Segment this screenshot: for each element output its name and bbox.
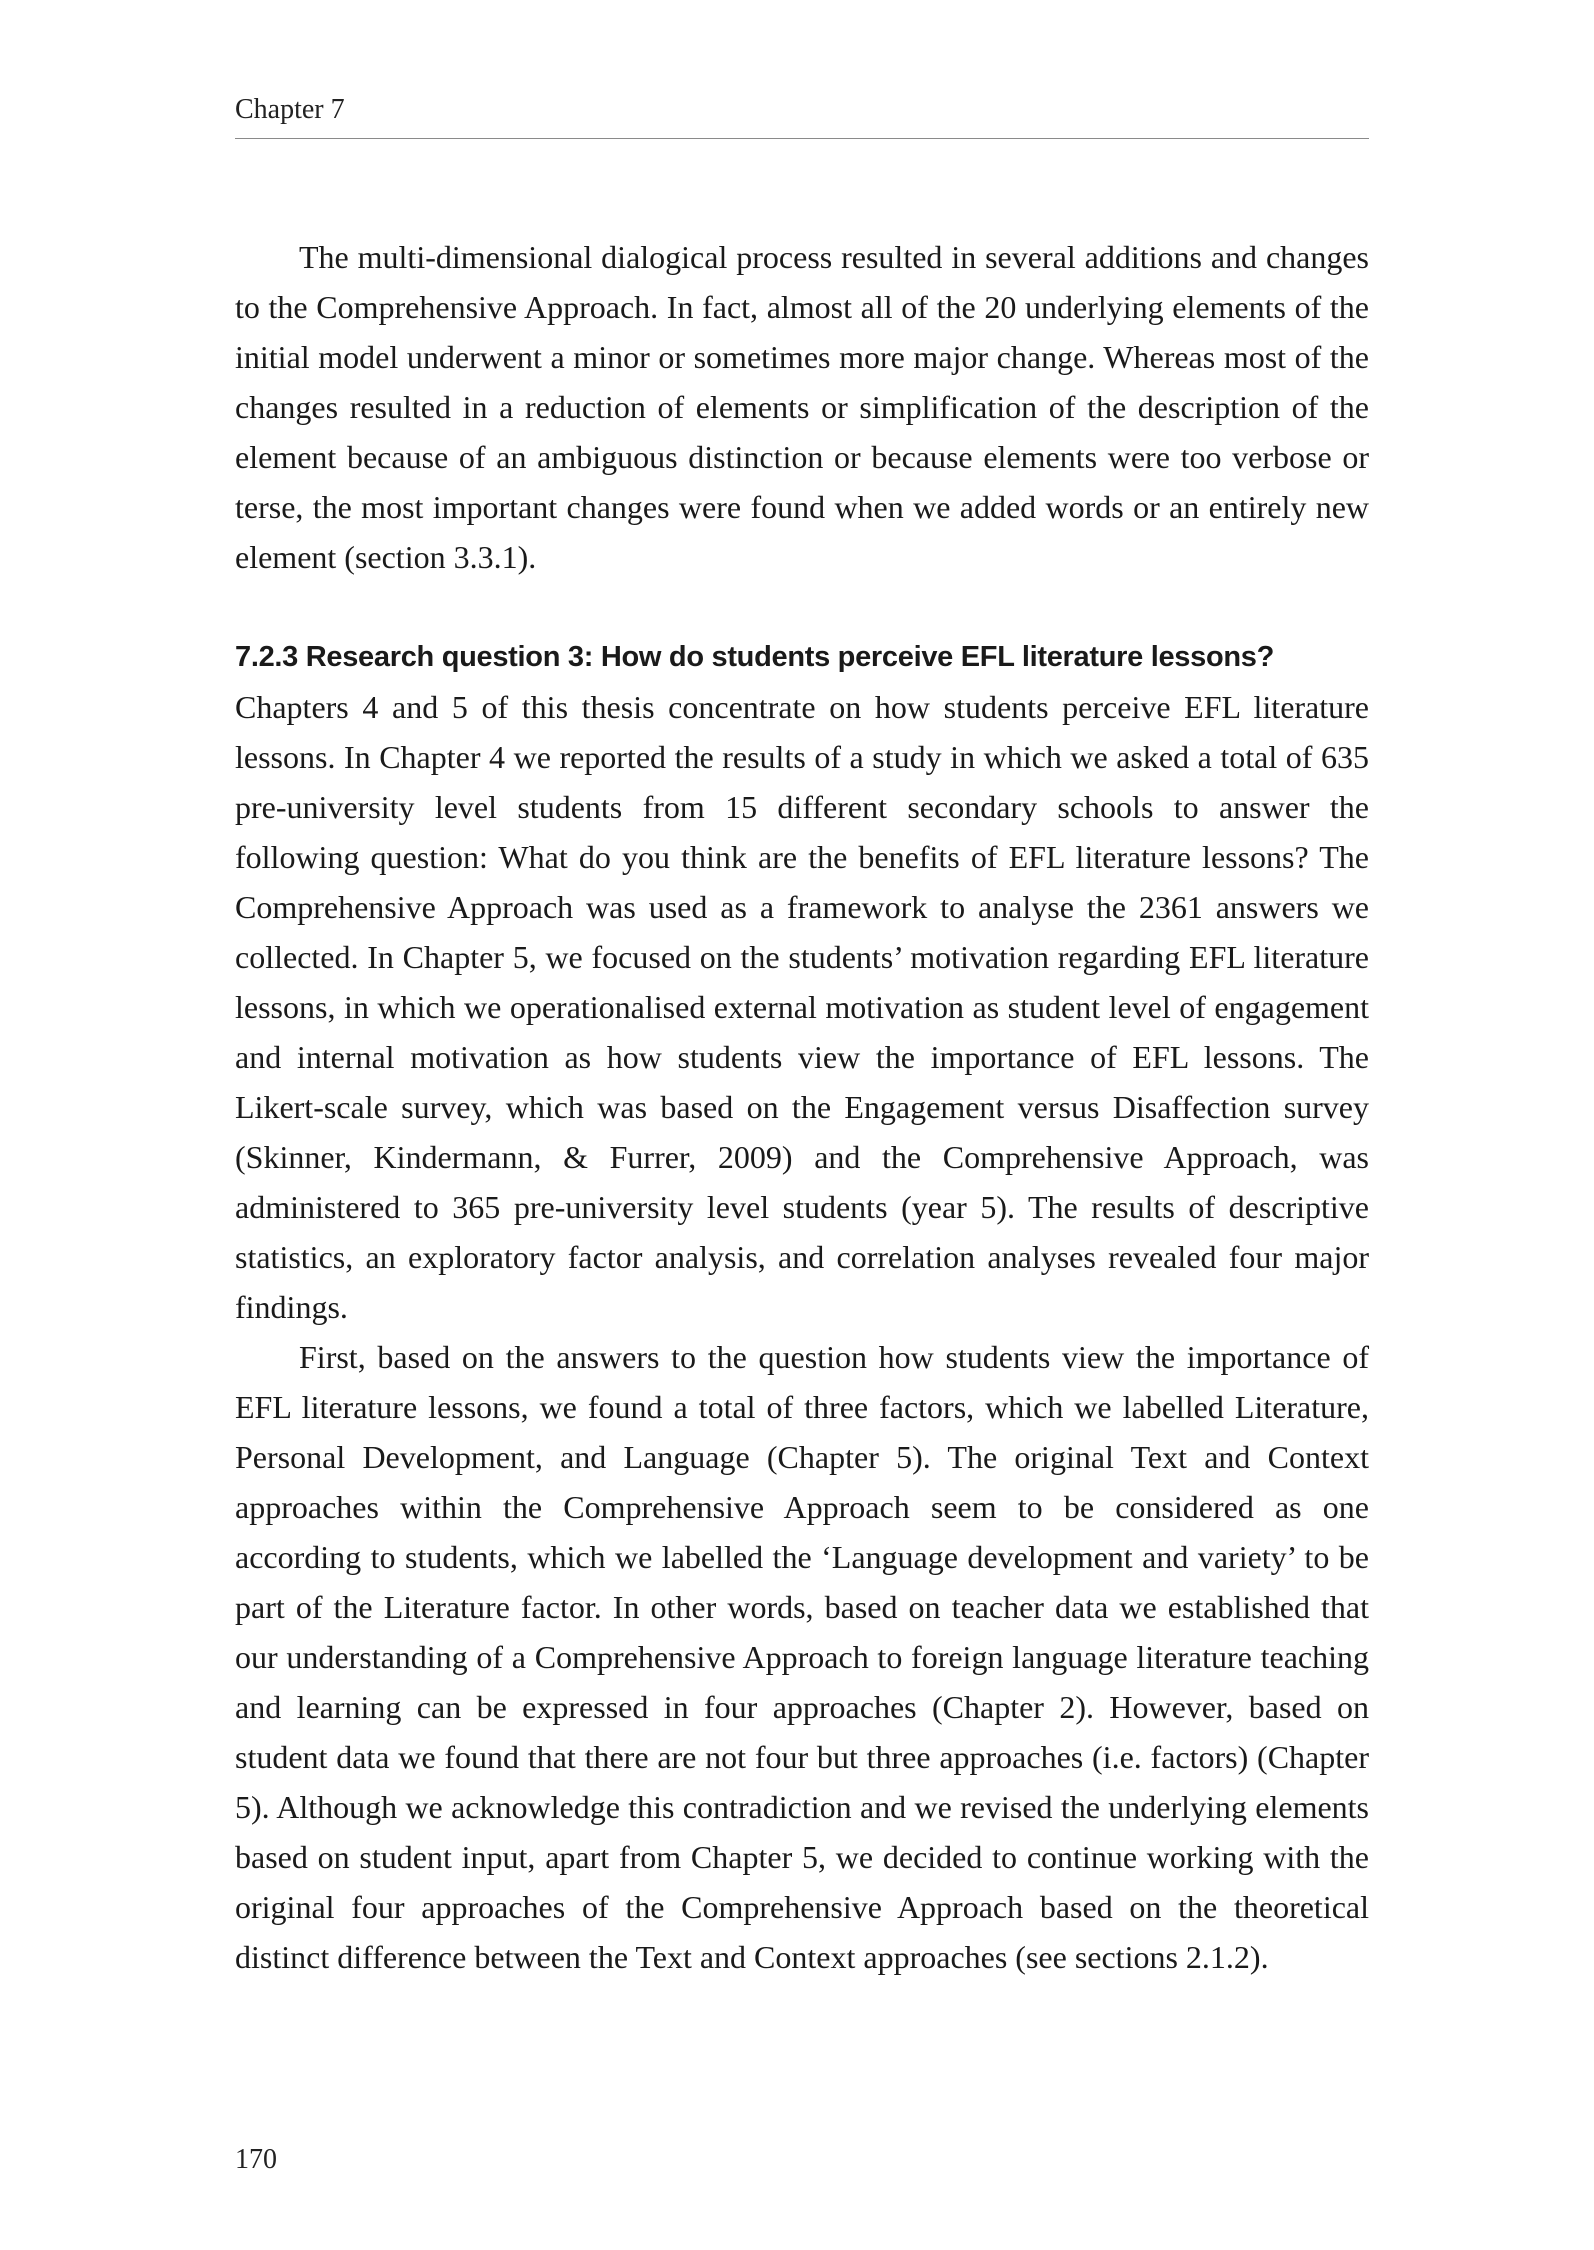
- page-number: 170: [235, 2144, 277, 2175]
- body-text: [235, 232, 1369, 1982]
- paragraph: Chapters 4 and 5 of this thesis concentrate on how students perceive EFL literature lessons. In Chapter 4 we reported the results of a study in which we asked a total of 635 pre-university level students from 15 different secondary schools to answer the following question: What do you think are the benefits of EFL literature lessons? The Comprehensive Approach was used as a framework to analyse the 2361 answers we collected. In Chapter 5, we focused on the students’ motivation regarding EFL literature lessons, in which we operationalised external motivation as student level of engagement and internal motivation as how students view the importance of EFL lessons. The Likert-scale survey, which was based on the Engagement versus Disaffection survey (Skinner, Kindermann, & Furrer, 2009) and the Comprehensive Approach, was administered to 365 pre-university level students (year 5). The results of descriptive statistics, an exploratory factor analysis, and correlation analyses revealed four major findings.: [235, 689, 1369, 1325]
- paragraph: The multi-dimensional dialogical process resulted in several additions and changes to the Comprehensive Approach. In fact, almost all of the 20 underlying elements of the initial model underwent a minor or sometimes more major change. Whereas most of the changes resulted in a reduction of elements or simplification of the description of the element because of an ambiguous distinction or because elements were too verbose or terse, the most important changes were found when we added words or an entirely new element (section 3.3.1).: [235, 239, 1369, 575]
- paragraph: First, based on the answers to the question how students view the importance of EFL literature lessons, we found a total of three factors, which we labelled Literature, Personal Development, and Language (Chapter 5). The original Text and Context approaches within the Comprehensive Approach seem to be considered as one according to students, which we labelled the ‘Language development and variety’ to be part of the Literature factor. In other words, based on teacher data we established that our understanding of a Comprehensive Approach to foreign language literature teaching and learning can be expressed in four approaches (Chapter 2). However, based on student data we found that there are not four but three approaches (i.e. factors) (Chapter 5). Although we acknowledge this contradiction and we revised the underlying elements based on student input, apart from Chapter 5, we decided to continue working with the original four approaches of the Comprehensive Approach based on the theoretical distinct difference between the Text and Context approaches (see sections 2.1.2).: [235, 1339, 1369, 1975]
- running-head: Chapter 7: [235, 94, 345, 125]
- section-heading: 7.2.3 Research question 3: How do students perceive EFL literature lessons?: [235, 641, 1275, 673]
- header-rule: [235, 138, 1369, 139]
